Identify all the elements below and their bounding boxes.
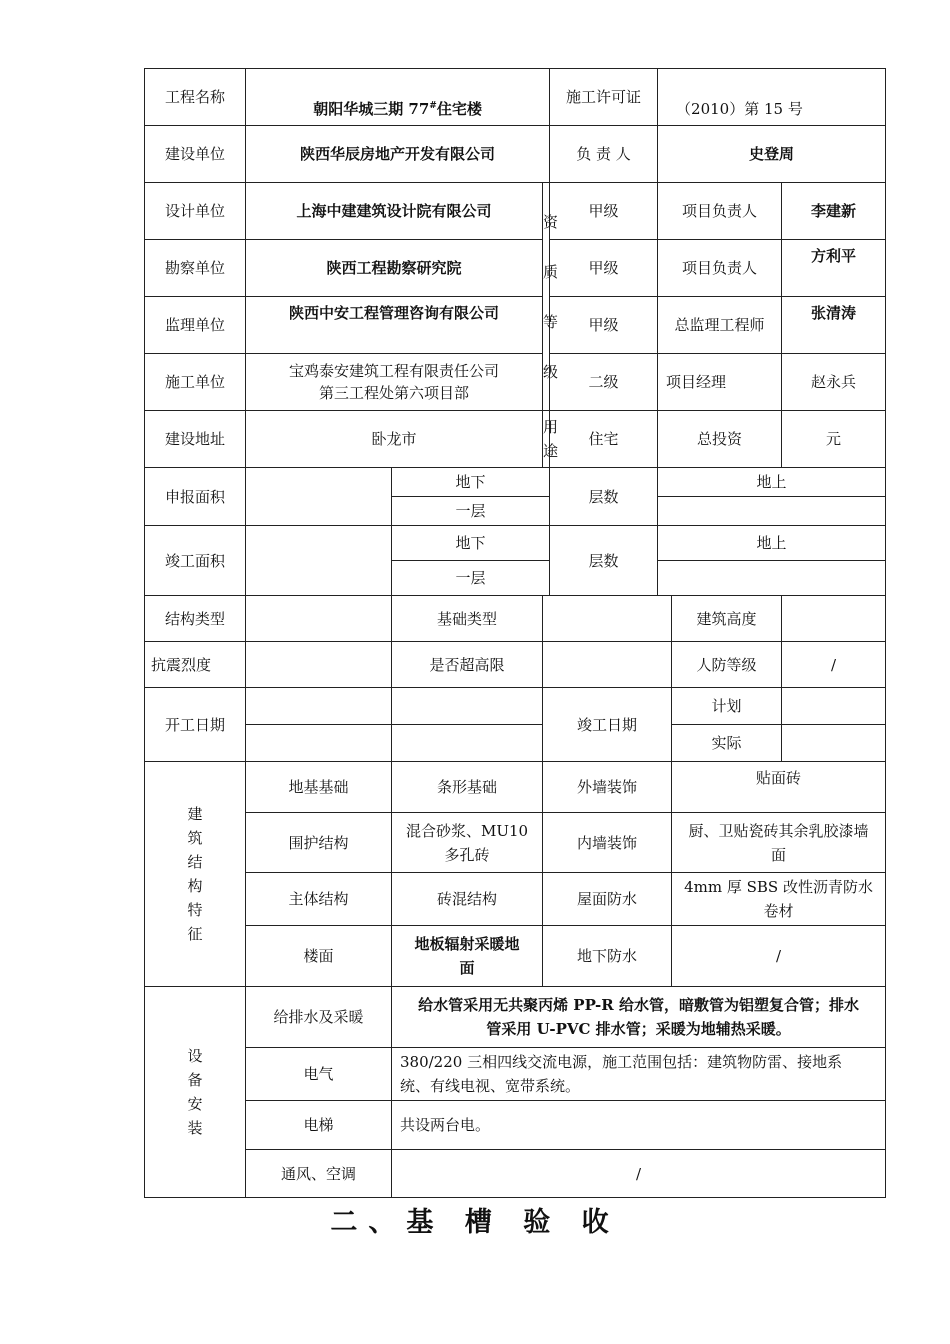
responsible-label: 负 责 人 (550, 126, 658, 183)
supervision-grade: 甲级 (550, 297, 658, 354)
completed-area-value (246, 526, 392, 596)
interior-wall-label: 内墙装饰 (543, 813, 672, 873)
supervision-engineer-value: 张清涛 (782, 297, 886, 354)
super-high-label: 是否超高限 (392, 642, 543, 688)
permit-value: （2010）第 15 号 (658, 69, 886, 126)
hvac-label: 通风、空调 (246, 1150, 392, 1198)
actual-value (782, 725, 886, 762)
building-features-header: 建 筑 结 构 特 征 (145, 762, 246, 987)
floor-value: 地板辐射采暖地 面 (392, 926, 543, 987)
elevator-value: 共设两台电。 (392, 1101, 886, 1150)
use-label: 用 途 (543, 411, 550, 468)
completion-date-label: 竣工日期 (543, 688, 672, 762)
main-structure-label: 主体结构 (246, 873, 392, 926)
enclosure-label: 围护结构 (246, 813, 392, 873)
row-start-date (145, 688, 886, 725)
row-electrical (145, 1048, 886, 1101)
row-enclosure (145, 813, 886, 873)
survey-value: 陕西工程勘察研究院 (246, 240, 543, 297)
construction-manager-label: 项目经理 (658, 354, 782, 411)
qualification-char: 质 (543, 262, 559, 281)
builder-value: 陕西华辰房地产开发有限公司 (246, 126, 550, 183)
ground-foundation-label: 地基基础 (246, 762, 392, 813)
qualification-char: 资 (543, 212, 559, 231)
plan-label: 计划 (672, 688, 782, 725)
roof-waterproof-label: 屋面防水 (543, 873, 672, 926)
building-height-label: 建筑高度 (672, 596, 782, 642)
civil-defense-label: 人防等级 (672, 642, 782, 688)
structure-type-label: 结构类型 (145, 596, 246, 642)
use-value: 住宅 (550, 411, 658, 468)
row-survey (145, 240, 886, 297)
plumbing-value: 给水管采用无共聚丙烯 PP-R 给水管，暗敷管为铝塑复合管；排水 管采用 U-PVC 排水管；采暖为地辅热采暖。 (392, 987, 886, 1048)
construction-value: 宝鸡泰安建筑工程有限责任公司 第三工程处第六项目部 (246, 354, 543, 411)
exterior-wall-value: 贴面砖 (672, 762, 886, 813)
qualification-char: 等 (543, 312, 559, 331)
row-floor (145, 926, 886, 987)
survey-label: 勘察单位 (145, 240, 246, 297)
ground-foundation-value: 条形基础 (392, 762, 543, 813)
row-elevator (145, 1101, 886, 1150)
construction-manager-value: 赵永兵 (782, 354, 886, 411)
row-completed-area (145, 526, 886, 561)
elevator-label: 电梯 (246, 1101, 392, 1150)
completed-underground-label: 地下 (392, 526, 550, 561)
underground-waterproof-label: 地下防水 (543, 926, 672, 987)
builder-label: 建设单位 (145, 126, 246, 183)
row-plumbing (145, 987, 886, 1048)
plumbing-label: 给排水及采暖 (246, 987, 392, 1048)
row-builder (145, 126, 886, 183)
building-height-value (782, 596, 886, 642)
equipment-header: 设 备 安 装 (145, 987, 246, 1198)
completed-aboveground-value (658, 561, 886, 596)
declared-aboveground-label: 地上 (658, 468, 886, 497)
foundation-type-value (543, 596, 672, 642)
design-value: 上海中建建筑设计院有限公司 (246, 183, 543, 240)
design-label: 设计单位 (145, 183, 246, 240)
floor-label: 楼面 (246, 926, 392, 987)
project-name-sup: # (429, 101, 437, 111)
foundation-type-label: 基础类型 (392, 596, 543, 642)
project-info-table (144, 68, 886, 1198)
address-value: 卧龙市 (246, 411, 543, 468)
declared-area-label: 申报面积 (145, 468, 246, 526)
row-supervision (145, 297, 886, 354)
seismic-label: 抗震烈度 (145, 642, 246, 688)
row-hvac (145, 1150, 886, 1198)
completed-first-floor-label: 一层 (392, 561, 550, 596)
project-name-label: 工程名称 (145, 69, 246, 126)
row-ground-foundation (145, 762, 886, 813)
design-manager-value: 李建新 (782, 183, 886, 240)
row-main-structure (145, 873, 886, 926)
qualification-header (543, 183, 559, 411)
permit-label: 施工许可证 (550, 69, 658, 126)
seismic-value (246, 642, 392, 688)
declared-aboveground-value (658, 497, 886, 526)
address-label: 建设地址 (145, 411, 246, 468)
declared-underground-label: 地下 (392, 468, 550, 497)
row-seismic (145, 642, 886, 688)
section-title: 二、基 槽 验 收 (330, 1207, 620, 1238)
plan-value (782, 688, 886, 725)
enclosure-value: 混合砂浆、MU10 多孔砖 (392, 813, 543, 873)
main-structure-value: 砖混结构 (392, 873, 543, 926)
supervision-label: 监理单位 (145, 297, 246, 354)
row-structure-type (145, 596, 886, 642)
underground-waterproof-value: / (672, 926, 886, 987)
qualification-char: 级 (543, 362, 559, 381)
structure-type-value (246, 596, 392, 642)
start-date-value-2 (392, 688, 543, 725)
row-design (145, 183, 886, 240)
completed-aboveground-label: 地上 (658, 526, 886, 561)
declared-area-value (246, 468, 392, 526)
construction-grade: 二级 (550, 354, 658, 411)
project-name-value: 朝阳华城三期 77#住宅楼 (246, 69, 550, 126)
row-address (145, 411, 886, 468)
civil-defense-value: / (782, 642, 886, 688)
row-declared-area (145, 468, 886, 497)
design-manager-label: 项目负责人 (658, 183, 782, 240)
hvac-value: / (392, 1150, 886, 1198)
interior-wall-value: 厨、卫贴瓷砖其余乳胶漆墙 面 (672, 813, 886, 873)
start-date-value-1 (246, 688, 392, 725)
actual-label: 实际 (672, 725, 782, 762)
super-high-value (543, 642, 672, 688)
investment-value: 元 (782, 411, 886, 468)
responsible-value: 史登周 (658, 126, 886, 183)
start-date-value-4 (392, 725, 543, 762)
construction-label: 施工单位 (145, 354, 246, 411)
row-project-name (145, 69, 886, 126)
declared-first-floor-label: 一层 (392, 497, 550, 526)
survey-manager-label: 项目负责人 (658, 240, 782, 297)
electrical-label: 电气 (246, 1048, 392, 1101)
exterior-wall-label: 外墙装饰 (543, 762, 672, 813)
supervision-engineer-label: 总监理工程师 (658, 297, 782, 354)
roof-waterproof-value: 4mm 厚 SBS 改性沥青防水 卷材 (672, 873, 886, 926)
completed-area-label: 竣工面积 (145, 526, 246, 596)
start-date-label: 开工日期 (145, 688, 246, 762)
declared-floors-label: 层数 (550, 468, 658, 526)
row-construction (145, 354, 886, 411)
supervision-value: 陕西中安工程管理咨询有限公司 (246, 297, 543, 354)
investment-label: 总投资 (658, 411, 782, 468)
electrical-value: 380/220 三相四线交流电源，施工范围包括：建筑物防雷、接地系 统、有线电视、宽带系统。 (392, 1048, 886, 1101)
completed-floors-label: 层数 (550, 526, 658, 596)
survey-grade: 甲级 (550, 240, 658, 297)
start-date-value-3 (246, 725, 392, 762)
design-grade: 甲级 (550, 183, 658, 240)
survey-manager-value: 方利平 (782, 240, 886, 297)
